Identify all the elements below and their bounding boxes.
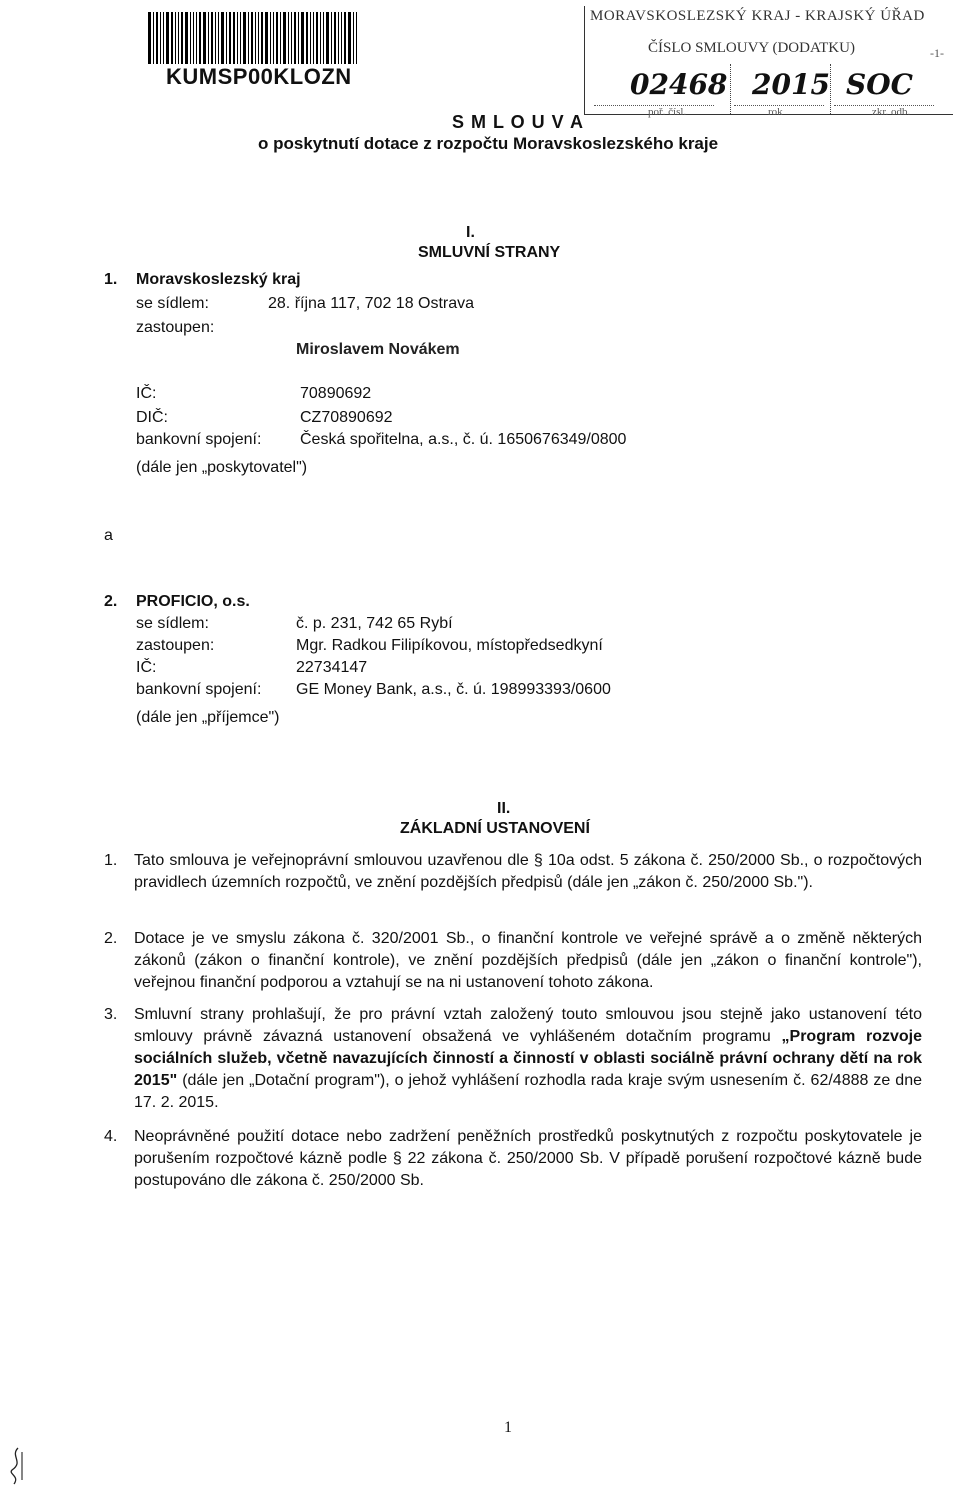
party-1-seat: 28. října 117, 702 18 Ostrava: [268, 295, 475, 312]
barcode-bar: [334, 12, 336, 64]
stamp-authority: MORAVSKOSLEZSKÝ KRAJ - KRAJSKÝ ÚŘAD: [590, 8, 925, 24]
section-1-title: SMLUVNÍ STRANY: [418, 244, 561, 261]
barcode-bar: [353, 12, 354, 64]
clause-1-number: 1.: [104, 852, 118, 869]
document-title: S M L O U V A: [452, 112, 585, 132]
barcode-bar: [203, 12, 206, 64]
clause-3-number: 3.: [104, 1006, 118, 1023]
party-2-ic-label: IČ:: [136, 659, 157, 676]
party-2-ic: 22734147: [296, 659, 368, 676]
barcode-bar: [313, 12, 314, 64]
barcode-bar: [276, 12, 278, 64]
barcode-bar: [248, 12, 249, 64]
barcode-bar: [298, 12, 299, 64]
party-1-bank-label: bankovní spojení:: [136, 431, 262, 448]
barcode-bar: [306, 12, 308, 64]
section-2-number: II.: [497, 800, 511, 817]
stamp-contract-label: ČÍSLO SMLOUVY (DODATKU): [648, 40, 855, 56]
stamp-serial-label: poř. čísl.: [648, 106, 687, 118]
barcode: [148, 12, 376, 64]
barcode-bar: [251, 12, 253, 64]
page-number: 1: [504, 1419, 512, 1436]
barcode-bar: [331, 12, 332, 64]
barcode-bar: [240, 12, 241, 64]
party-2-seat: č. p. 231, 742 65 Rybí: [296, 615, 453, 632]
party-2-bank: GE Money Bank, a.s., č. ú. 198993393/0600: [296, 681, 611, 698]
clause-2-number: 2.: [104, 930, 118, 947]
section-1-number: I.: [466, 224, 475, 241]
barcode-bar: [190, 12, 191, 64]
barcode-bar: [283, 12, 286, 64]
barcode-bar: [185, 12, 188, 64]
barcode-bar: [326, 12, 329, 64]
barcode-bar: [193, 12, 194, 64]
barcode-bar: [258, 12, 259, 64]
barcode-label: KUMSP00KLOZN: [166, 64, 352, 89]
party-1-bank: Česká spořitelna, a.s., č. ú. 1650676349/0800: [300, 431, 627, 448]
program-name: „Program rozvoje sociálních služeb, včetně navazujících činností a činností v oblasti sociálně právní ochrany dětí na rok 2015": [134, 1028, 923, 1089]
party-1-name: Moravskoslezský kraj: [136, 271, 301, 288]
barcode-bar: [181, 12, 183, 64]
party-1-ic-label: IČ:: [136, 385, 157, 402]
barcode-bar: [348, 12, 351, 64]
barcode-bar: [291, 12, 292, 64]
barcode-bar: [148, 12, 151, 64]
barcode-bar: [255, 12, 256, 64]
barcode-bar: [160, 12, 161, 64]
barcode-bar: [344, 12, 346, 64]
barcode-bar: [280, 12, 281, 64]
barcode-bar: [175, 12, 176, 64]
stamp-year-label: rok: [768, 106, 783, 118]
barcode-bar: [218, 12, 219, 64]
party-1-number: 1.: [104, 271, 118, 288]
clause-3-text-b: (dále jen „Dotační program"), o jehož vyhlášení rozhodla rada kraje svým usnesením č. 62/4888 ze dne 17. 2. 2015.: [134, 1072, 922, 1111]
barcode-bar: [163, 12, 164, 64]
party-2-bank-label: bankovní spojení:: [136, 681, 262, 698]
barcode-bar: [338, 12, 339, 64]
barcode-bar: [265, 12, 268, 64]
party-2-alias: (dále jen „příjemce"): [136, 709, 280, 726]
clause-1-text: Tato smlouva je veřejnoprávní smlouvou uzavřenou dle § 10a odst. 5 zákona č. 250/2000 Sb., o rozpočtových pravidlech územních rozpočtů, ve znění pozdějších předpisů (dále jen „zákon č. 250/2000 Sb.").: [134, 852, 922, 891]
barcode-bar: [178, 12, 179, 64]
party-1-alias: (dále jen „poskytovatel"): [136, 459, 308, 476]
barcode-bar: [320, 12, 321, 64]
barcode-bar: [166, 12, 169, 64]
party-2-number: 2.: [104, 593, 118, 610]
party-2-name: PROFICIO, o.s.: [136, 593, 250, 610]
stamp-dept: SOC: [846, 68, 913, 101]
barcode-bar: [221, 12, 224, 64]
clause-3-text-a: Smluvní strany prohlašují, že pro právní vztah založený touto smlouvou jsou stejně jako ustanovení této smlouvy právně závazná ustanovení obsažená ve vyhlášeném dotačním programu: [134, 1006, 922, 1045]
party-2-representative: Mgr. Radkou Filipíkovou, místopředsedkyní: [296, 637, 603, 654]
barcode-bar: [215, 12, 216, 64]
party-1-seat-label: se sídlem:: [136, 295, 209, 312]
barcode-bar: [233, 12, 235, 64]
barcode-bar: [273, 12, 274, 64]
barcode-bar: [316, 12, 318, 64]
barcode-bar: [153, 12, 154, 64]
barcode-bar: [243, 12, 246, 64]
barcode-bar: [356, 12, 357, 64]
barcode-bar: [171, 12, 173, 64]
document-subtitle: o poskytnutí dotace z rozpočtu Moravskoslezského kraje: [258, 134, 719, 153]
barcode-bar: [226, 12, 227, 64]
barcode-bar: [323, 12, 324, 64]
party-1-representative: Miroslavem Novákem: [296, 341, 460, 358]
clause-4-number: 4.: [104, 1128, 118, 1145]
registry-stamp: [584, 6, 954, 118]
stamp-page-mark: -1-: [930, 46, 944, 60]
section-2-title: ZÁKLADNÍ USTANOVENÍ: [400, 820, 590, 837]
barcode-bar: [261, 12, 263, 64]
signature-mark: [4, 1446, 28, 1486]
stamp-dept-label: zkr. odb.: [872, 106, 911, 118]
barcode-bar: [208, 12, 209, 64]
clause-3-text: [134, 1004, 922, 1114]
barcode-bar: [199, 12, 201, 64]
barcode-bar: [211, 12, 213, 64]
party-1-dic: CZ70890692: [300, 409, 393, 426]
party-2-seat-label: se sídlem:: [136, 615, 209, 632]
stamp-year: 2015: [752, 68, 830, 101]
barcode-bar: [301, 12, 304, 64]
barcode-bar: [229, 12, 231, 64]
party-1-rep-label: zastoupen:: [136, 319, 215, 336]
party-2-rep-label: zastoupen:: [136, 637, 215, 654]
clause-4-text: Neoprávněné použití dotace nebo zadržení peněžních prostředků poskytnutých z rozpočtu poskytovatele je porušením rozpočtové kázně podle § 22 zákona č. 250/2000 Sb. V případě porušení rozpočtové kázně bude postupováno dle zákona č. 250/2000 Sb.: [134, 1128, 922, 1189]
party-1-dic-label: DIČ:: [136, 409, 168, 426]
clause-2-text: Dotace je ve smyslu zákona č. 320/2001 Sb., o finanční kontrole ve veřejné správě a o změně některých zákonů (zákon o finanční kontrole), ve znění pozdějších předpisů (dále jen „zákon o finanční kontrole"), veřejnou finanční podporou a vztahují se na ni ustanovení tohoto zákona.: [134, 930, 922, 991]
conjunction-and: a: [104, 527, 113, 544]
party-1-ic: 70890692: [300, 385, 372, 402]
barcode-bar: [310, 12, 311, 64]
barcode-bar: [196, 12, 197, 64]
barcode-bar: [270, 12, 271, 64]
barcode-bar: [341, 12, 342, 64]
barcode-bar: [237, 12, 238, 64]
barcode-bar: [294, 12, 296, 64]
stamp-serial: 02468: [630, 68, 728, 101]
barcode-bar: [156, 12, 158, 64]
barcode-bar: [288, 12, 289, 64]
